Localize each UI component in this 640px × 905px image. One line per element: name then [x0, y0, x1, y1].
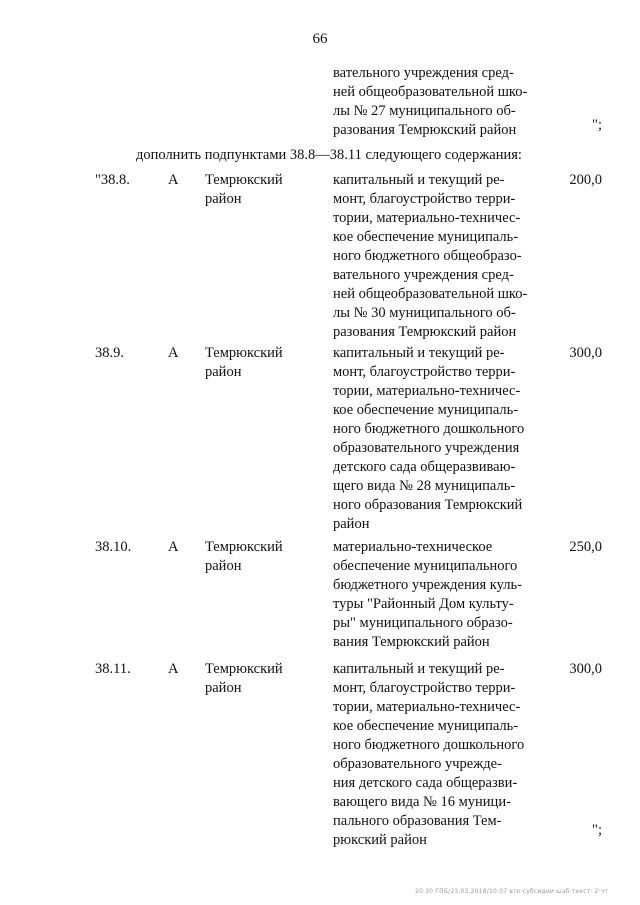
row-category: А [168, 172, 179, 188]
row-description: материально-техническое обеспечение муниципального бюджетного учреждения куль- туры "Районный Дом культу- ры" муниципального образо- вания Темрюкский район [333, 539, 522, 650]
final-closer: "; [592, 822, 602, 838]
page-number: 66 [312, 31, 328, 47]
row-amount: 250,0 [569, 539, 602, 555]
row-number: 38.9. [95, 345, 124, 361]
row-district: Темрюкский район [205, 172, 283, 207]
row-amount: 300,0 [569, 345, 602, 361]
row-district: Темрюкский район [205, 345, 283, 380]
row-category: А [168, 661, 179, 677]
continuation-text: вательного учреждения сред- ней общеобразовательной шко- лы № 27 муниципального об- разования Темрюкский район [333, 65, 528, 138]
document-footer: 20.30 ГПБ/23.03.2018/10:07·втк·субсидии·шаб·текст· 2·чт [415, 888, 609, 895]
row-category: А [168, 539, 179, 555]
row-description: капитальный и текущий ре- монт, благоустройство терри- тории, материально-техничес- кое обеспечение муниципаль- ного бюджетного дошкольного образовательного учреждения детского сада общеразвиваю- щего вида № 28 муниципаль- ного образования Темрюкский район [333, 345, 525, 532]
row-amount: 300,0 [569, 661, 602, 677]
row-district: Темрюкский район [205, 539, 283, 574]
row-number: "38.8. [95, 172, 130, 188]
row-district: Темрюкский район [205, 661, 283, 696]
row-number: 38.10. [95, 539, 132, 555]
row-description: капитальный и текущий ре- монт, благоустройство терри- тории, материально-техничес- кое обеспечение муниципаль- ного бюджетного дошкольного образовательного учрежде- ния детского сада общеразви- вающего вида № 16 муници- пального образования Тем- рюкский район [333, 661, 525, 848]
row-description: капитальный и текущий ре- монт, благоустройство терри- тории, материально-техничес- кое обеспечение муниципаль- ного бюджетного общеобразо- вательного учреждения сред- ней общеобразовательной шко- лы № 30 муниципального об- разования Темрюкский район [333, 172, 528, 340]
row-category: А [168, 345, 179, 361]
row-number: 38.11. [95, 661, 131, 677]
continuation-closer: "; [592, 117, 602, 133]
intro-text: дополнить подпунктами 38.8—38.11 следующего содержания: [136, 147, 522, 163]
row-amount: 200,0 [569, 172, 602, 188]
